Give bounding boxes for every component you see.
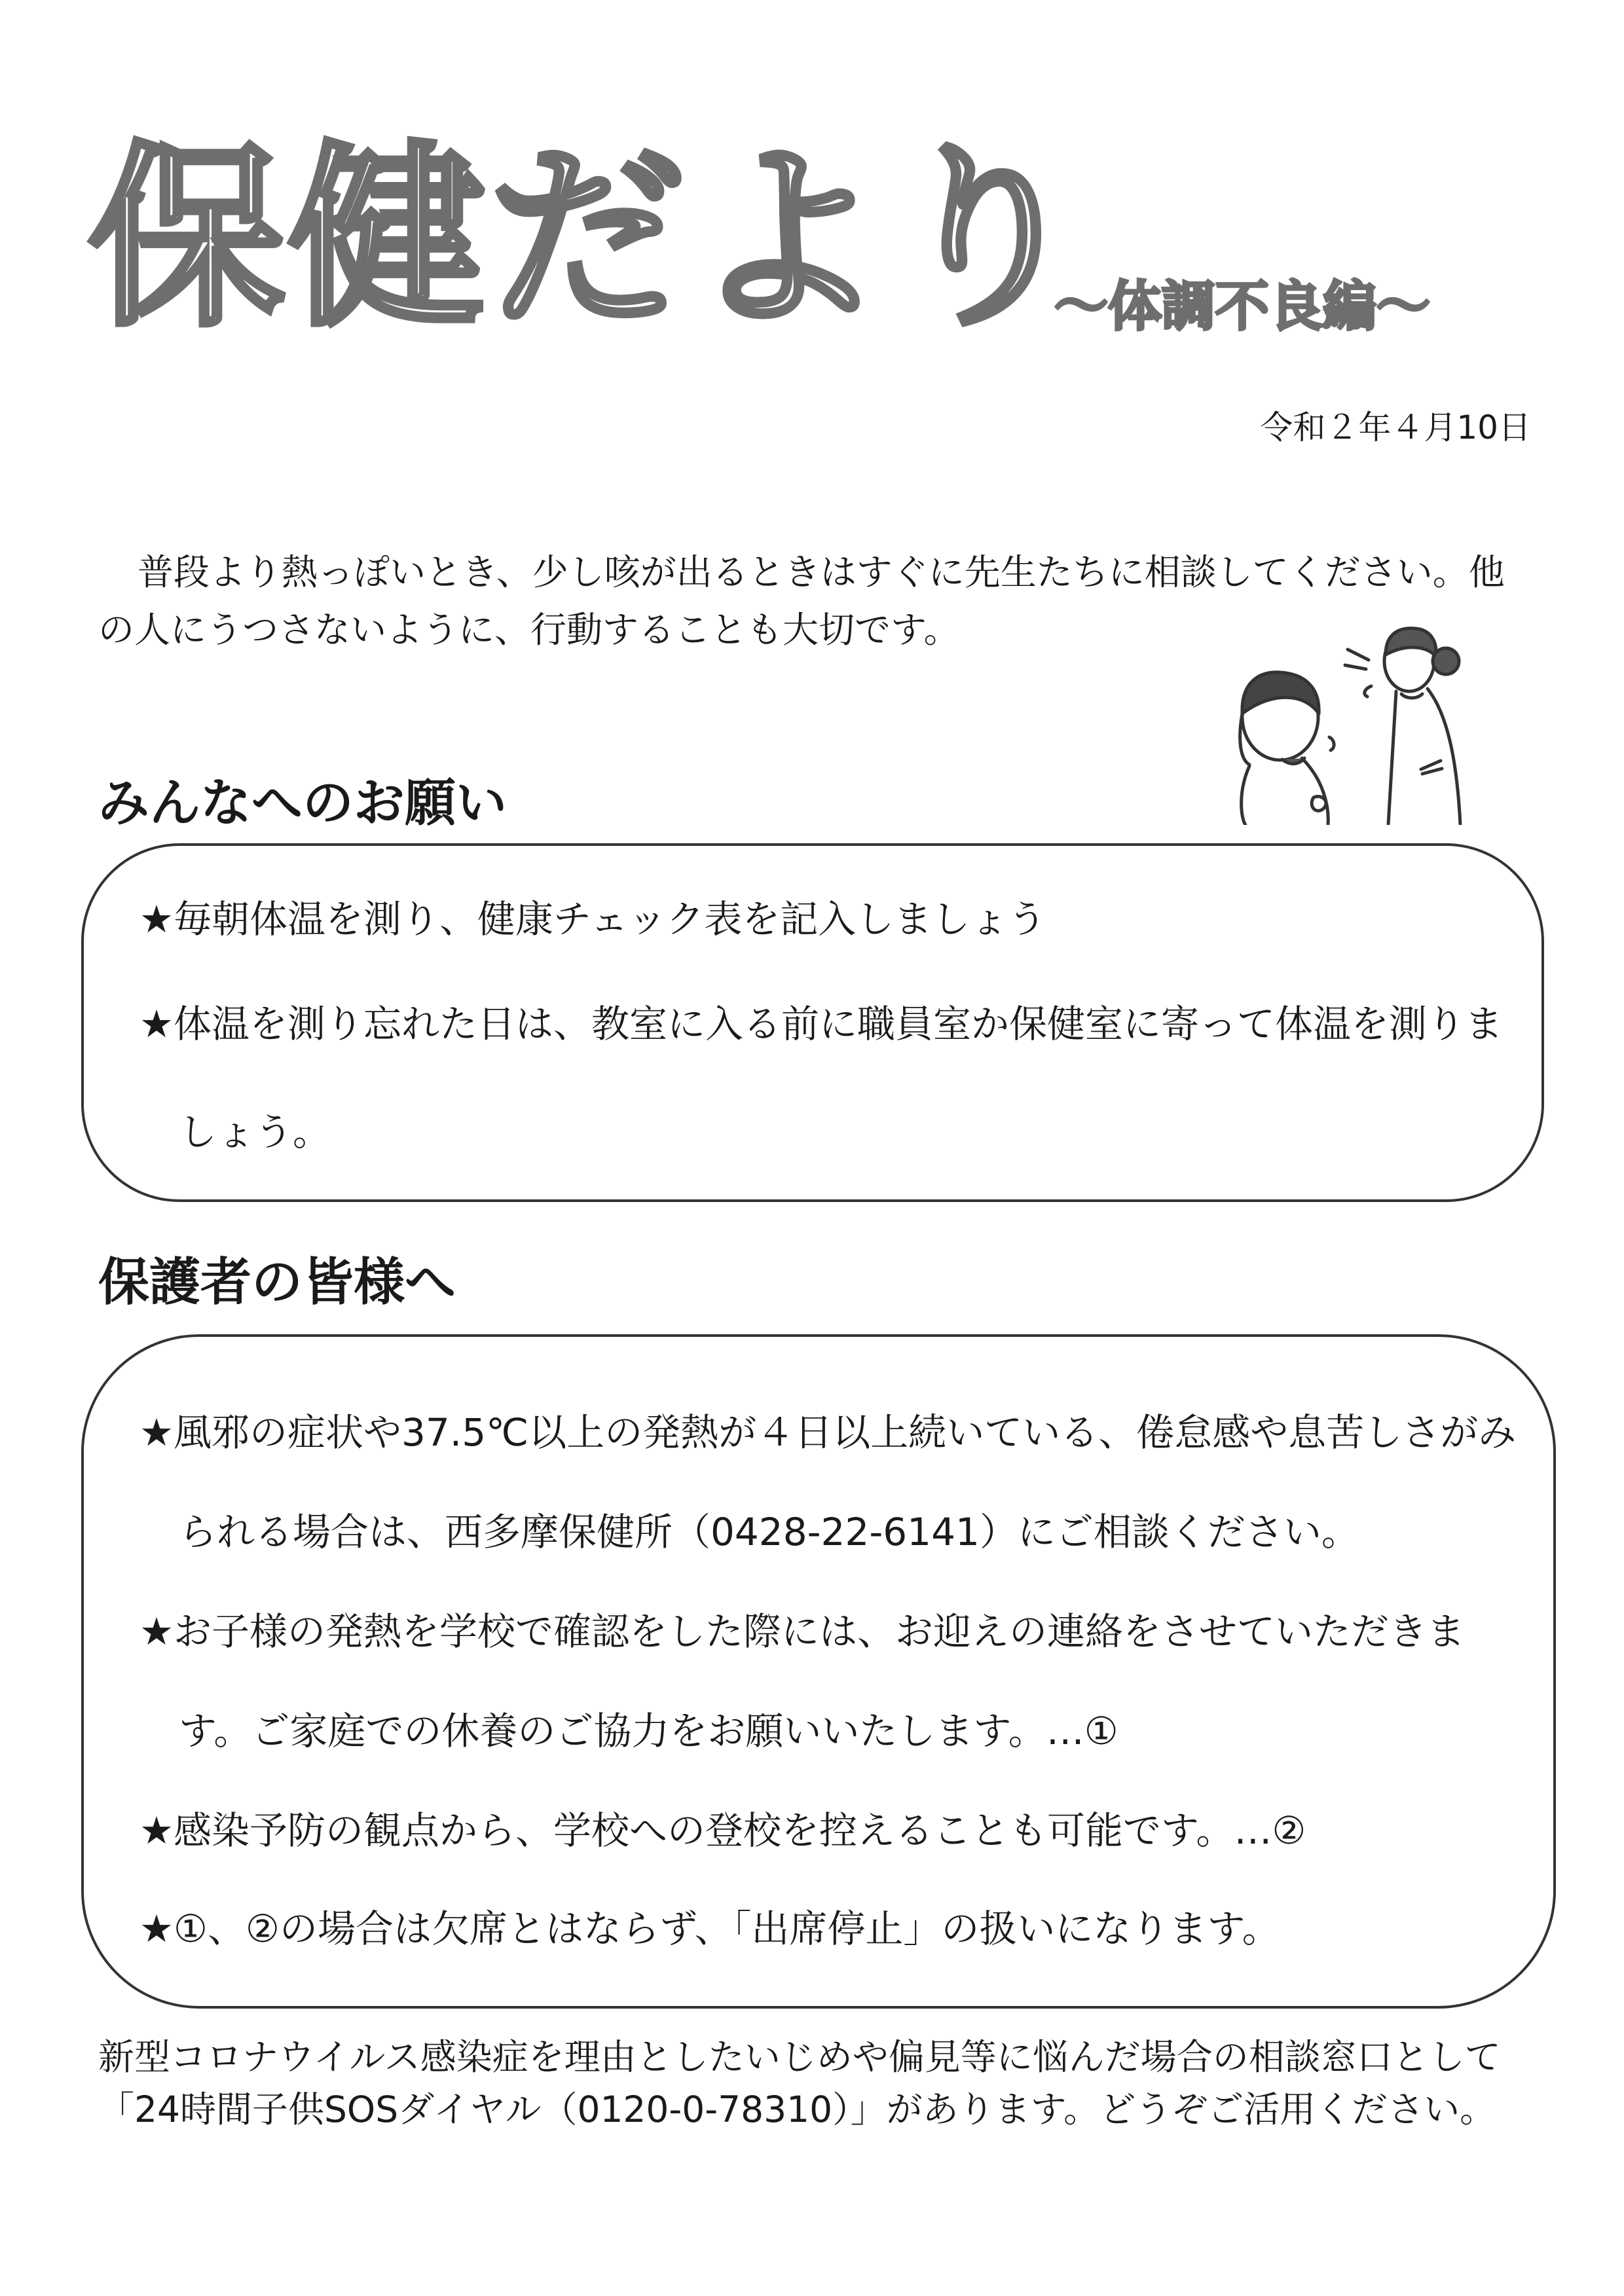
list-item: ★風邪の症状や37.5℃以上の発熱が４日以上続いている、倦怠感や息苦しさがみられる場合は、西多摩保健所（0428-22-6141）にご相談ください。: [139, 1410, 1517, 1554]
list-item: ★体温を測り忘れた日は、教室に入る前に職員室か保健室に寄って体温を測りましょう。: [139, 1002, 1503, 1154]
request-box: [81, 843, 1544, 1202]
list-item: ★毎朝体温を測り、健康チェック表を記入しましょう: [139, 897, 1046, 941]
consultation-note-line: 「24時間子供SOSダイヤル（0120-0-78310）」があります。どうぞご活用ください。: [98, 2088, 1496, 2130]
newsletter-title: 保健だより: [88, 124, 1090, 353]
section-heading-request: みんなへのお願い: [98, 774, 507, 833]
list-item: ★①、②の場合は欠席とはならず、「出席停止」の扱いになります。: [139, 1906, 1280, 1951]
consultation-note-line: 新型コロナウイルス感染症を理由としたいじめや偏見等に悩んだ場合の相談窓口として: [98, 2036, 1501, 2078]
section-heading-parents: 保護者の皆様へ: [98, 1253, 456, 1312]
list-item: ★感染予防の観点から、学校への登校を控えることも可能です。…②: [139, 1808, 1306, 1853]
teacher-and-child-icon: [1231, 609, 1493, 828]
issue-date: 令和２年４月10日: [1260, 409, 1531, 446]
intro-paragraph: 普段より熱っぽいとき、少し咳が出るときはすぐに先生たちに相談してください。他の人にうつさないように、行動することも大切です。: [98, 551, 1505, 651]
newsletter-subtitle: ～体調不良編～: [1054, 276, 1431, 338]
consultation-note: [98, 2031, 1559, 2136]
parents-box: [81, 1334, 1556, 2009]
list-item: ★お子様の発熱を学校で確認をした際には、お迎えの連絡をさせていただきます。ご家庭での休養のご協力をお願いいたします。…①: [139, 1609, 1465, 1753]
